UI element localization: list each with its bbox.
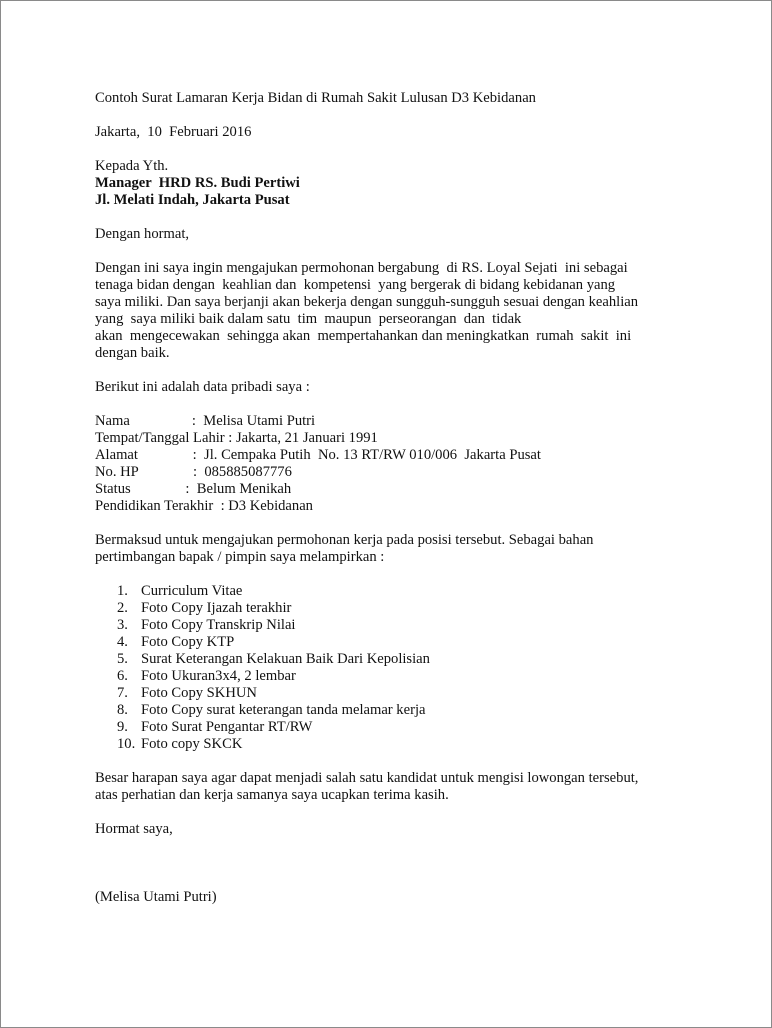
date-line: Jakarta, 10 Februari 2016: [95, 124, 252, 140]
recipient-salutation: Kepada Yth.: [95, 158, 169, 174]
intro-line: Dengan ini saya ingin mengajukan permohonan bergabung di RS. Loyal Sejati ini sebagai: [95, 260, 628, 276]
recipient-address: Jl. Melati Indah, Jakarta Pusat: [95, 192, 290, 208]
purpose-line: Bermaksud untuk mengajukan permohonan kerja pada posisi tersebut. Sebagai bahan: [95, 532, 594, 548]
closing-line: atas perhatian dan kerja samanya saya ucapkan terima kasih.: [95, 787, 449, 803]
list-item: 6. Foto Ukuran3x4, 2 lembar: [117, 668, 296, 684]
personal-data-row: Pendidikan Terakhir : D3 Kebidanan: [95, 498, 313, 514]
list-item: 5. Surat Keterangan Kelakuan Baik Dari Kepolisian: [117, 651, 430, 667]
letter-content: [95, 90, 667, 906]
list-item: 8. Foto Copy surat keterangan tanda melamar kerja: [117, 702, 426, 718]
recipient-name: Manager HRD RS. Budi Pertiwi: [95, 175, 300, 191]
closing-line: Besar harapan saya agar dapat menjadi salah satu kandidat untuk mengisi lowongan tersebut,: [95, 770, 639, 786]
personal-data-row: Tempat/Tanggal Lahir : Jakarta, 21 Januari 1991: [95, 430, 378, 446]
closing-paragraph: [95, 770, 667, 804]
sign-off: Hormat saya,: [95, 821, 173, 837]
purpose-line: pertimbangan bapak / pimpin saya melampirkan :: [95, 549, 385, 565]
personal-data-row: Status : Belum Menikah: [95, 481, 292, 497]
list-item: 3. Foto Copy Transkrip Nilai: [117, 617, 296, 633]
list-item: 1. Curriculum Vitae: [117, 583, 243, 599]
intro-line: saya miliki. Dan saya berjanji akan bekerja dengan sungguh-sungguh sesuai dengan keahlian: [95, 294, 639, 310]
intro-line: dengan baik.: [95, 345, 170, 361]
personal-data-row: Alamat : Jl. Cempaka Putih No. 13 RT/RW 010/006 Jakarta Pusat: [95, 447, 541, 463]
letter-title: Contoh Surat Lamaran Kerja Bidan di Rumah Sakit Lulusan D3 Kebidanan: [95, 90, 536, 106]
list-item: 4. Foto Copy KTP: [117, 634, 235, 650]
purpose-paragraph: [95, 532, 667, 566]
signature-name: (Melisa Utami Putri): [95, 889, 217, 905]
attachment-list: [95, 583, 667, 753]
personal-data-block: [95, 413, 667, 515]
personal-data-row: No. HP : 085885087776: [95, 464, 292, 480]
personal-data-row: Nama : Melisa Utami Putri: [95, 413, 316, 429]
intro-paragraph: [95, 260, 667, 362]
list-item: 9. Foto Surat Pengantar RT/RW: [117, 719, 313, 735]
list-item: 2. Foto Copy Ijazah terakhir: [117, 600, 292, 616]
greeting: Dengan hormat,: [95, 226, 190, 242]
list-item: 7. Foto Copy SKHUN: [117, 685, 257, 701]
intro-line: tenaga bidan dengan keahlian dan kompetensi yang bergerak di bidang kebidanan yang: [95, 277, 616, 293]
personal-data-intro: Berikut ini adalah data pribadi saya :: [95, 379, 310, 395]
intro-line: yang saya miliki baik dalam satu tim maupun perseorangan dan tidak: [95, 311, 522, 327]
list-item: 10. Foto copy SKCK: [117, 736, 243, 752]
intro-line: akan mengecewakan sehingga akan mempertahankan dan meningkatkan rumah sakit ini: [95, 328, 632, 344]
